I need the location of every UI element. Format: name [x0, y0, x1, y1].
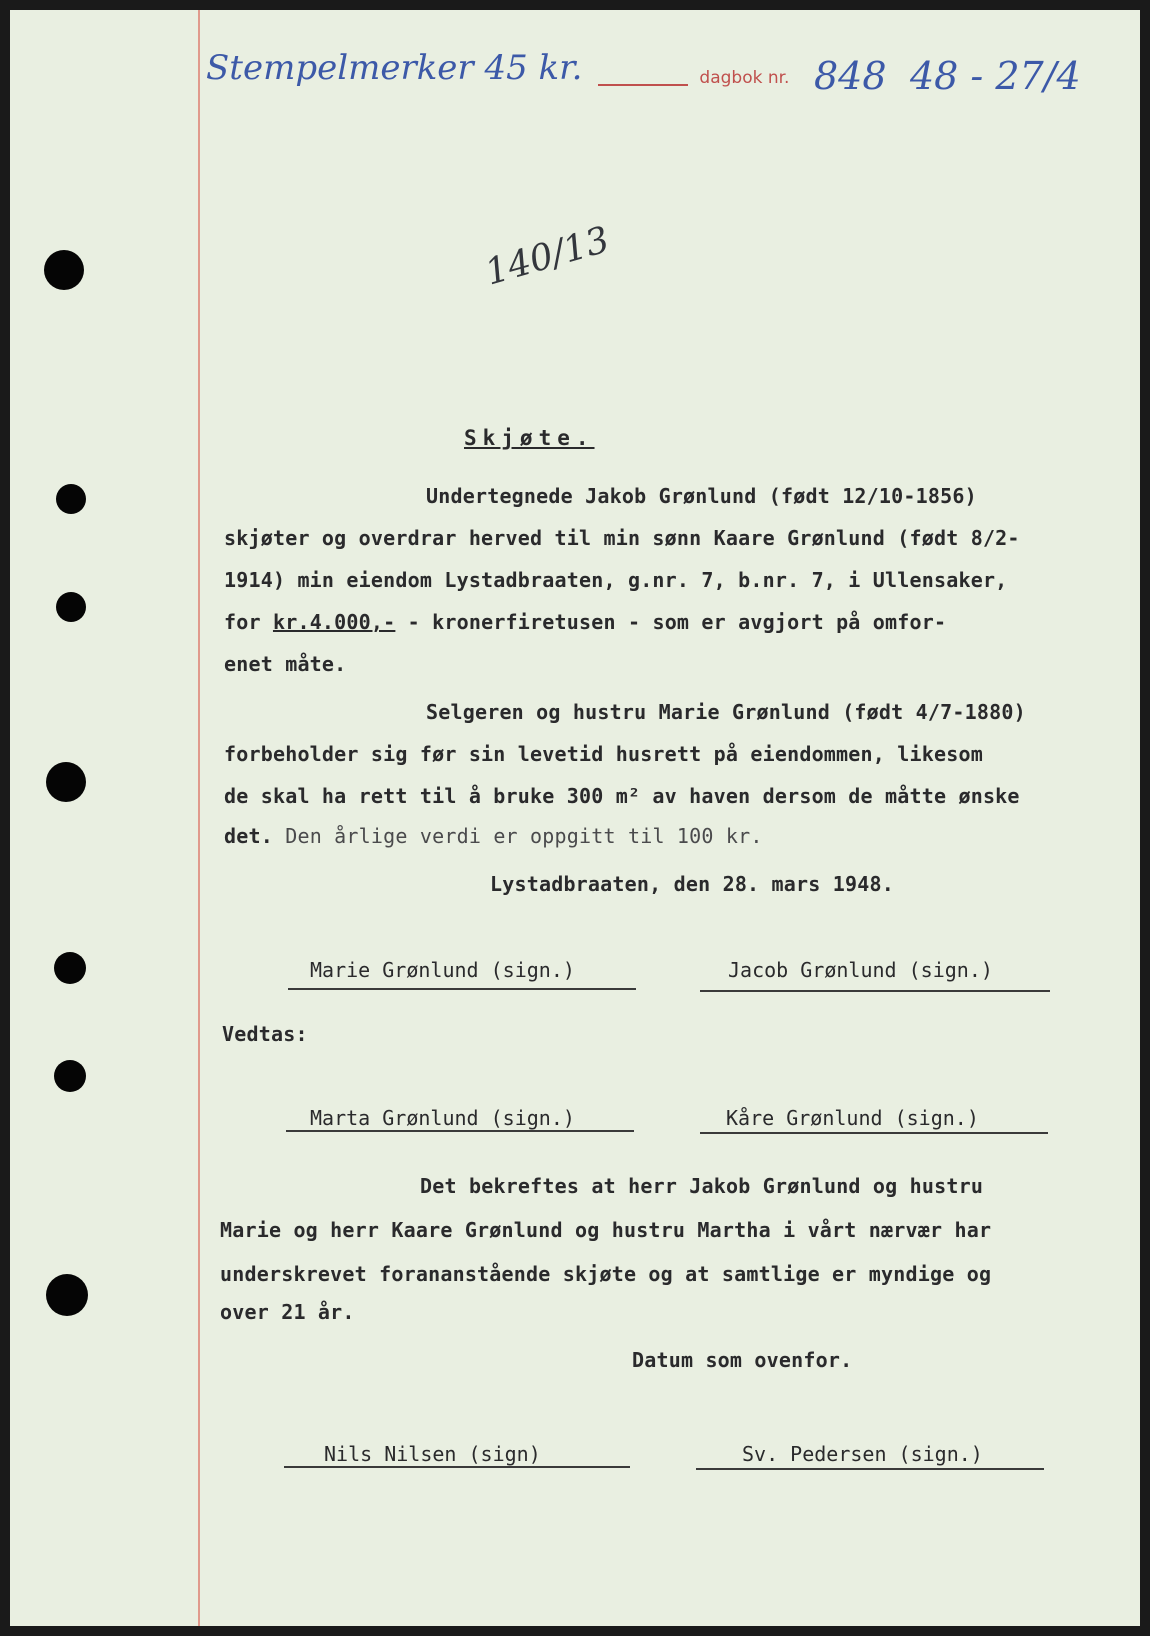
- punch-hole: [54, 1060, 86, 1092]
- margin-rule: [198, 10, 200, 1626]
- signature-line: [288, 988, 636, 990]
- place-date: Lystadbraaten, den 28. mars 1948.: [490, 872, 894, 896]
- price-amount: kr.4.000,-: [272, 610, 396, 634]
- para1-line-5: enet måte.: [224, 652, 347, 676]
- punch-hole: [46, 762, 86, 802]
- attestation-line-3: underskrevet forananstående skjøte og at samtlige er myndige og: [220, 1262, 992, 1286]
- document-title: Skjøte.: [464, 426, 595, 450]
- para1-line-4: [224, 610, 946, 634]
- record-stamp: [598, 68, 789, 88]
- signature-nils: Nils Nilsen (sign): [324, 1442, 541, 1466]
- record-number: 848: [814, 54, 887, 98]
- para1-line-2: skjøter og overdrar herved til min sønn Kaare Grønlund (født 8/2-: [224, 526, 1020, 550]
- para1-line-4-suffix: - kronerfiretusen - som er avgjort på omfor-: [395, 610, 947, 634]
- signature-marta: Marta Grønlund (sign.): [310, 1106, 575, 1130]
- signature-line: [284, 1466, 630, 1468]
- signature-line: [286, 1130, 634, 1132]
- punch-hole: [44, 250, 84, 290]
- para2-line-1: Selgeren og hustru Marie Grønlund (født 4/7-1880): [426, 700, 1026, 724]
- signature-kare: Kåre Grønlund (sign.): [726, 1106, 979, 1130]
- record-year-date: 48 - 27/4: [910, 54, 1081, 98]
- folio-mark: 140/13: [480, 219, 614, 294]
- signature-line: [696, 1468, 1044, 1470]
- stamp-duty-note: Stempelmerker 45 kr.: [206, 48, 583, 88]
- para2-line-2: forbeholder sig før sin levetid husrett på eiendommen, likesom: [224, 742, 983, 766]
- datum-note: Datum som ovenfor.: [632, 1348, 853, 1372]
- para2-line-3: de skal ha rett til å bruke 300 m² av haven dersom de måtte ønske: [224, 784, 1020, 808]
- signature-line: [700, 1132, 1048, 1134]
- signature-marie: Marie Grønlund (sign.): [310, 958, 575, 982]
- para1-line-3: 1914) min eiendom Lystadbraaten, g.nr. 7, b.nr. 7, i Ullensaker,: [224, 568, 1008, 592]
- punch-hole: [56, 484, 86, 514]
- punch-hole: [54, 952, 86, 984]
- punch-hole: [46, 1274, 88, 1316]
- para1-line-4-prefix: for: [224, 610, 273, 634]
- para1-line-1: Undertegnede Jakob Grønlund (født 12/10-1856): [426, 484, 977, 508]
- signature-pedersen: Sv. Pedersen (sign.): [742, 1442, 983, 1466]
- para2-line-4: [224, 824, 763, 848]
- punch-hole: [56, 592, 86, 622]
- annual-value: Den årlige verdi er oppgitt til 100 kr.: [285, 824, 763, 848]
- signature-line: [700, 990, 1050, 992]
- accepted-label: Vedtas:: [222, 1022, 308, 1046]
- stamp-crossed-label: [598, 70, 688, 86]
- attestation-line-4: over 21 år.: [220, 1300, 355, 1324]
- signature-jacob: Jacob Grønlund (sign.): [728, 958, 993, 982]
- attestation-line-1: Det bekreftes at herr Jakob Grønlund og hustru: [420, 1174, 984, 1198]
- stamp-label: dagbok nr.: [699, 68, 790, 88]
- attestation-line-2: Marie og herr Kaare Grønlund og hustru Martha i vårt nærvær har: [220, 1218, 992, 1242]
- document-page: [10, 10, 1140, 1626]
- para2-last-word: det.: [224, 824, 273, 848]
